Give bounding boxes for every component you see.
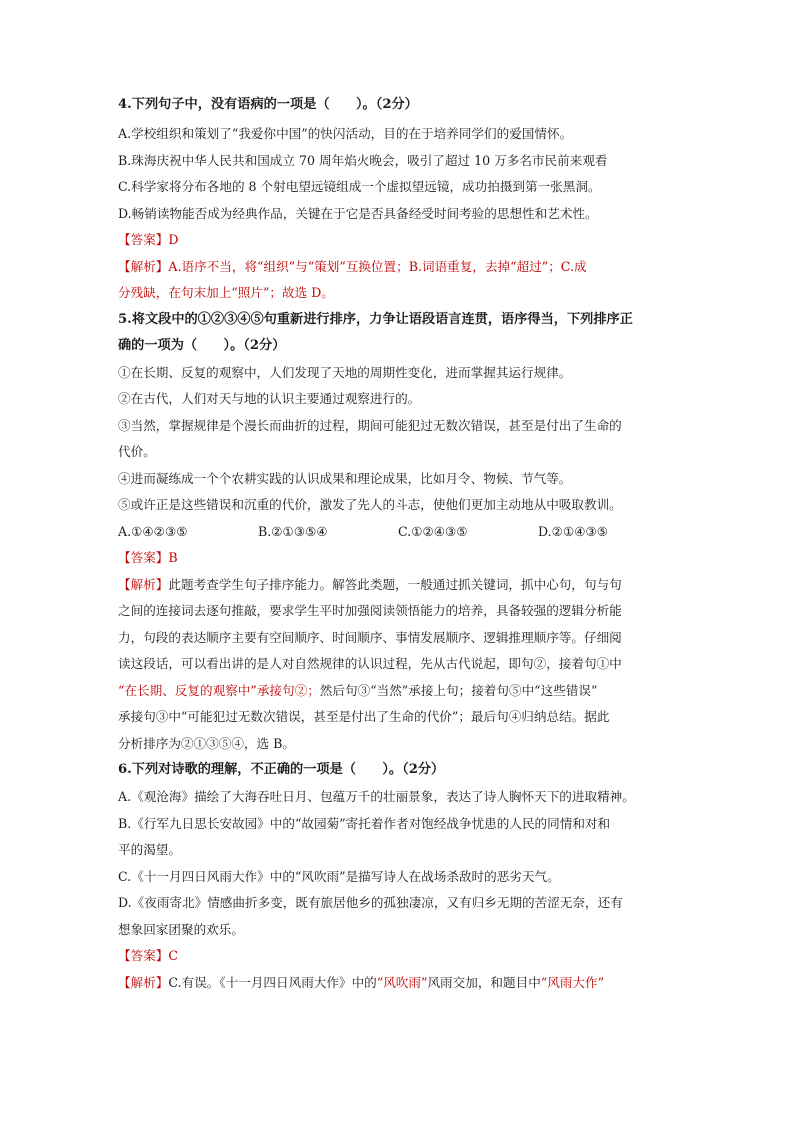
q5-option-d: D.②①④③⑤: [538, 523, 609, 539]
q6-option-b: B.《行军九日思长安故园》中的“故园菊”寄托着作者对饱经战争忧患的人民的同情和对和: [118, 815, 611, 831]
q5-sentence-3: ③当然，掌握规律是个漫长而曲折的过程，期间可能犯过无数次错误，甚至是付出了生命的: [118, 417, 622, 433]
q5-option-b: B.②①③⑤④: [258, 523, 328, 539]
answer-value: C: [168, 948, 179, 963]
q4-option-c: C.科学家将分布各地的 8 个射电望远镜组成一个虚拟望远镜，成功拍摄到第一张黑洞。: [118, 179, 601, 194]
analysis-quote: “风吹雨”: [376, 974, 428, 990]
q5-sentence-5: ⑤或许正是这些错误和沉重的代价，激发了先人的斗志，使他们更加主动地从中吸取教训。: [118, 497, 622, 512]
q4-answer: [118, 231, 678, 248]
answer-value: B: [168, 550, 178, 565]
analysis-tag: 【解析】: [118, 576, 169, 592]
q6-answer: [118, 947, 678, 964]
analysis-text: 此题考查学生句子排序能力。解答此类题，一般通过抓关键词，抓中心句，句与句: [168, 576, 622, 592]
q4-analysis-line-2: 分残缺，在句末加上“照片”；故选 D。: [118, 285, 334, 300]
analysis-tag: 【解析】: [118, 974, 169, 990]
q6-analysis-line-1: [118, 974, 678, 991]
analysis-quote-2: “风雨大作”: [540, 974, 605, 990]
q5-sentence-4: ④进而凝练成一个个农耕实践的认识成果和理论成果，比如月令、物候、节气等。: [118, 470, 572, 486]
q4-option-a: A.学校组织和策划了“我爱你中国”的快闪活动，目的在于培养同学们的爱国情怀。: [118, 126, 573, 141]
q5-analysis-line-7: 分析排序为②①③⑤④，选 B。: [118, 735, 295, 751]
document-page: [118, 88, 678, 1000]
answer-tag: 【答案】: [118, 948, 169, 963]
question-6-title: 6.下列对诗歌的理解，不正确的一项是（ ）。（2分）: [118, 762, 445, 777]
q5-sentence-2: ②在古代，人们对天与地的认识主要通过观察进行的。: [118, 391, 421, 406]
question-5-title-line-1: 5.将文段中的①②③④⑤句重新进行排序，力争让语段语言连贯，语序得当，下列排序正: [118, 311, 633, 327]
q5-option-c: C.①②④③⑤: [398, 523, 468, 539]
q5-sentence-3-cont: 代价。: [118, 444, 156, 459]
q5-analysis-line-1: [118, 576, 678, 593]
q5-analysis-line-5: [118, 682, 678, 699]
analysis-text: 然后句③“当然”承接上句；接着句⑤中“这些错误”: [319, 682, 598, 698]
question-5-title-line-2: 确的一项为（ ）。（2分）: [118, 337, 286, 353]
q5-analysis-line-4: 读这段话，可以看出讲的是人对自然规律的认识过程，先从古代说起，即句②，接着句①中: [118, 656, 622, 671]
q6-option-b-cont: 平的渴望。: [118, 842, 181, 857]
q4-analysis-line-1: [118, 258, 678, 275]
q5-options: [118, 523, 678, 540]
q5-option-a: A.①④②③⑤: [118, 523, 188, 539]
analysis-tag: 【解析】: [118, 258, 169, 274]
q5-sentence-1: ①在长期、反复的观察中，人们发现了天地的周期性变化，进而掌握其运行规律。: [118, 364, 572, 380]
analysis-text: A.语序不当，将“组织”与“策划”互换位置；B.词语重复，去掉“超过”；C.成: [168, 258, 587, 274]
q5-analysis-line-2: 之间的连接词去逐句推敲，要求学生平时加强阅读领悟能力的培养，具备较强的逻辑分析能: [118, 603, 622, 618]
q5-analysis-line-6: 承接句③中“可能犯过无数次错误，甚至是付出了生命的代价”；最后句④归纳总结。据此: [118, 709, 610, 724]
analysis-text-2: 风雨交加，和题目中: [427, 974, 541, 990]
answer-value: D: [168, 232, 179, 247]
q4-option-d: D.畅销读物能否成为经典作品，关键在于它是否具备经受时间考验的思想性和艺术性。: [118, 205, 598, 221]
q6-option-c: C.《十一月四日风雨大作》中的“风吹雨”是描写诗人在战场杀敌时的恶劣天气。: [118, 868, 560, 884]
q5-answer: [118, 549, 678, 566]
q6-option-d-cont: 想象回家团聚的欢乐。: [118, 921, 244, 937]
analysis-text: C.有误。《十一月四日风雨大作》中的: [168, 974, 377, 990]
analysis-quote: “在长期、反复的观察中”承接句②；: [118, 682, 320, 698]
answer-tag: 【答案】: [118, 550, 169, 565]
question-4-title: 4.下列句子中，没有语病的一项是（ ）。（2分）: [118, 97, 418, 112]
answer-tag: 【答案】: [118, 232, 169, 247]
q4-option-b: B.珠海庆祝中华人民共和国成立 70 周年焰火晚会，吸引了超过 10 万多名市民前来观看: [118, 152, 608, 168]
q6-option-a: A.《观沧海》描绘了大海吞吐日月、包蕴万千的壮丽景象，表达了诗人胸怀天下的进取精神。: [118, 789, 635, 804]
q5-analysis-line-3: 力，句段的表达顺序主要有空间顺序、时间顺序、事情发展顺序、逻辑推理顺序等。仔细阅: [118, 629, 622, 645]
q6-option-d: D.《夜雨寄北》情感曲折多变，既有旅居他乡的孤独凄凉，又有归乡无期的苦涩无奈，还有: [118, 895, 623, 910]
